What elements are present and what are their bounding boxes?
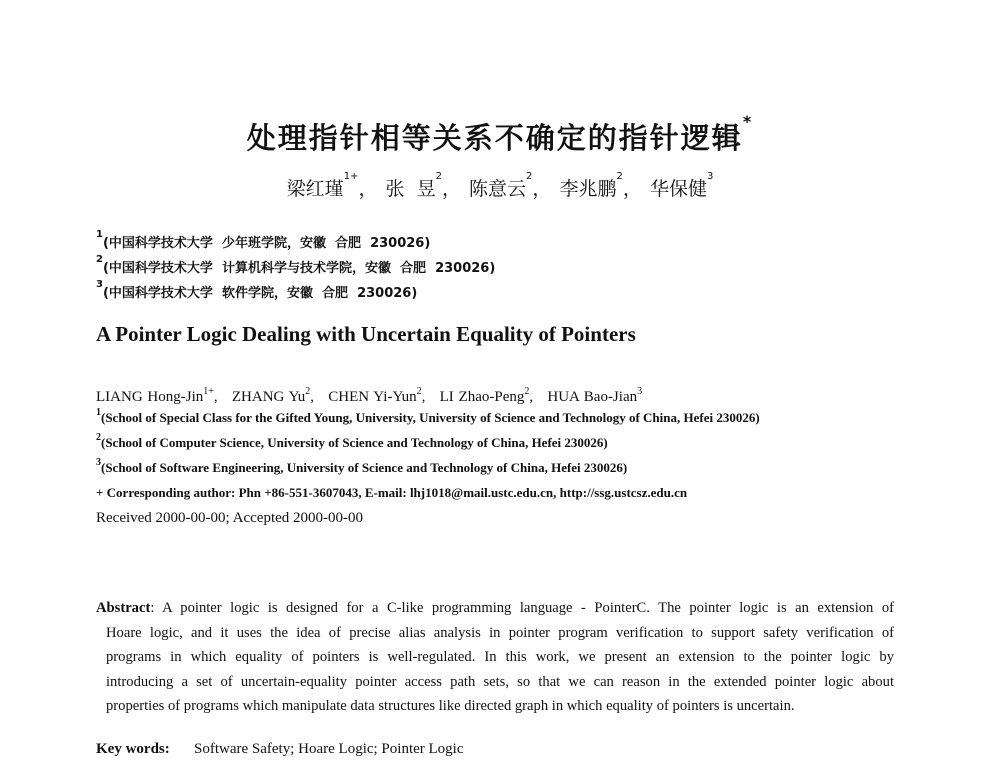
affiliation-en: $^2$(School of Computer Science, University of Science and Technology of China, Hefei 230026)	[96, 432, 608, 450]
author-cn: 张 昱$^2$，	[385, 171, 461, 200]
keywords-label: Key words:	[96, 741, 170, 757]
received-date: Received 2000-00-00; Accepted 2000-00-00	[96, 510, 364, 526]
title-cn-mark: *	[742, 112, 754, 131]
keywords	[96, 741, 464, 758]
author-cn: 陈意云$^2$，	[469, 171, 552, 200]
author-cn: 李兆鹏$^2$，	[559, 171, 642, 200]
author-en: HUA Bao-Jian$^3$	[547, 386, 643, 405]
abstract-label: Abstract	[96, 600, 151, 616]
abstract-line: programs in which equality of pointers is well-regulated. In this work, we present an extension to the pointer logic by	[106, 649, 894, 665]
abstract	[96, 596, 894, 719]
abstract-line: introducing a set of uncertain-equality pointer access path sets, so that we can reason in the extended pointer logic about	[106, 673, 894, 690]
title-en: A Pointer Logic Dealing with Uncertain Equality of Pointers	[96, 322, 636, 346]
abstract-line: Abstract: A pointer logic is designed for a C-like programming language - PointerC. The pointer logic is an extension of	[96, 600, 894, 616]
authors-en	[96, 372, 642, 406]
author-en: ZHANG Yu$^2$,	[231, 386, 329, 405]
affiliation-en: $^3$(School of Software Engineering, University of Science and Technology of China, Hefei 230026)	[96, 457, 628, 475]
abstract-line: Hoare logic, and it uses the idea of precise alias analysis in pointer program verification to support safety verification of	[106, 624, 894, 641]
abstract-line: properties of programs which manipulate data structures like directed graph in which equality of pointers is uncertain.	[106, 698, 795, 714]
authors-cn	[0, 171, 1000, 201]
affiliation-cn: $^1$(中国科学技术大学 少年班学院，安徽 合肥 230026)	[96, 229, 431, 251]
author-en: CHEN Yi-Yun$^2$,	[328, 386, 440, 405]
author-cn: 华保健$^3$	[649, 171, 714, 200]
author-en: LI Zhao-Peng$^2$,	[439, 386, 548, 405]
author-cn: 梁红瑾$^{1+}$，	[286, 171, 378, 200]
corresponding-author: + Corresponding author: Phn +86-551-3607043, E-mail: lhj1018@mail.ustc.edu.cn, http://ssg.ustcsz.edu.cn	[96, 485, 688, 500]
affiliation-cn: $^2$(中国科学技术大学 计算机科学与技术学院，安徽 合肥 230026)	[96, 254, 496, 276]
affiliation-cn: $^3$(中国科学技术大学 软件学院，安徽 合肥 230026)	[96, 279, 418, 301]
affiliation-en: $^1$(School of Special Class for the Gifted Young, University, University of Science and Technology of China, Hefei 230026)	[96, 407, 760, 425]
author-en: LIANG Hong-Jin$^{1+}$,	[96, 386, 232, 405]
keywords-text: Software Safety; Hoare Logic; Pointer Logic	[194, 741, 464, 757]
title-cn-text: 处理指针相等关系不确定的指针逻辑	[246, 121, 743, 155]
title-cn	[0, 112, 1000, 157]
